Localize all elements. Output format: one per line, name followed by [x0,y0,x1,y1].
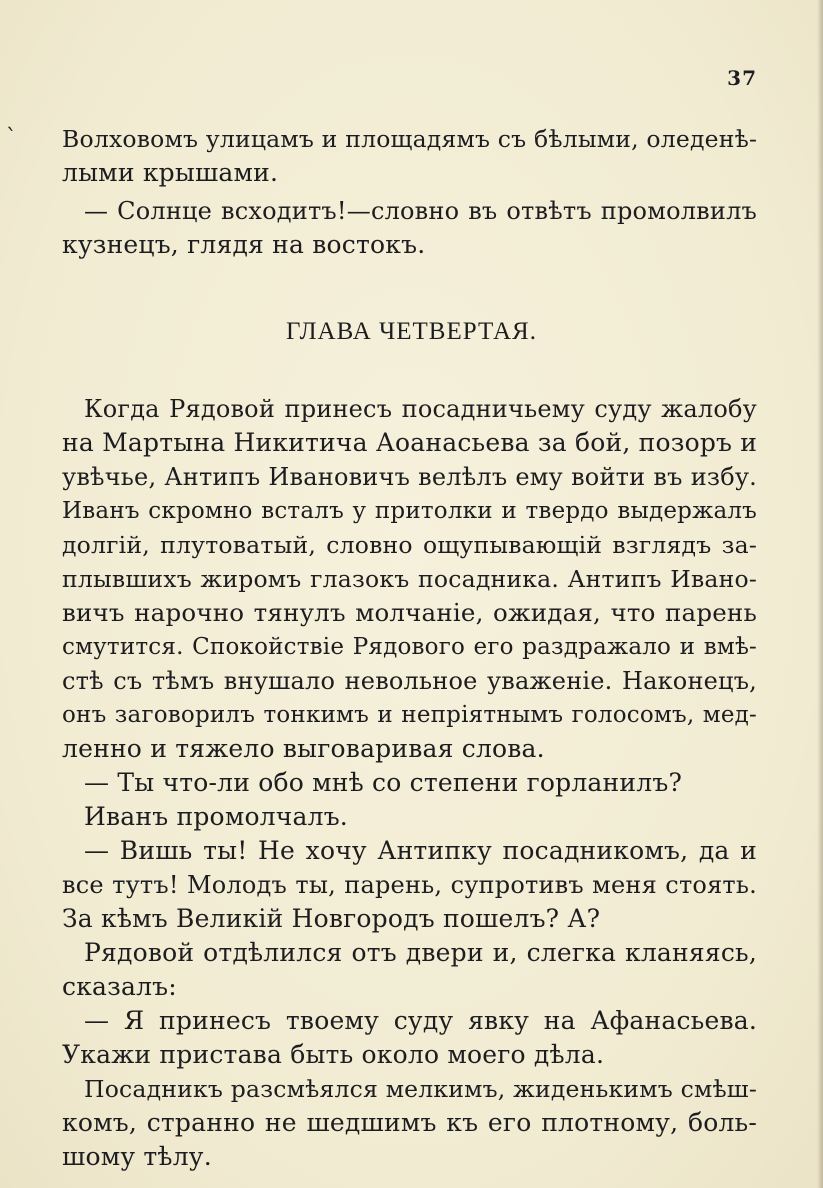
text-line: — Вишь ты! Не хочу Антипку посадникомъ, да и [84,836,757,865]
text-line: все тутъ! Молодъ ты, парень, супротивъ меня стоять. [62,871,757,899]
text-line: долгій, плутоватый, словно ощупывающій взглядъ за- [62,531,757,559]
chapter-heading: ГЛАВА ЧЕТВЕРТАЯ. [286,318,537,345]
page-edge-shadow [817,0,823,1188]
text-line: За кѣмъ Великій Новгородъ пошелъ? А? [62,904,601,933]
text-line: — Ты что-ли обо мнѣ со степени горланилъ? [84,768,683,797]
text-line: Волховомъ улицамъ и площадямъ съ бѣлыми, оледенѣ- [62,125,758,153]
text-line: Укажи пристава быть около моего дѣла. [62,1040,605,1069]
text-line: — Солнце всходитъ!—словно въ отвѣтъ промолвилъ [84,197,757,225]
text-line: Иванъ промолчалъ. [84,802,348,831]
text-line: Посадникъ разсмѣялся мелкимъ, жиденькимъ смѣш- [84,1075,757,1103]
text-line: плывшихъ жиромъ глазокъ посадника. Антипъ Ивано- [62,565,757,593]
text-line: лыми крышами. [62,158,279,187]
text-line: онъ заговорилъ тонкимъ и непріятнымъ голосомъ, мед- [62,702,757,728]
text-line: стѣ съ тѣмъ внушало невольное уваженіе. Наконецъ, [62,667,757,695]
text-line: вичъ нарочно тянулъ молчаніе, ожидая, что парень [62,598,757,627]
text-line: шому тѣлу. [62,1142,212,1171]
page-number: 37 [727,66,757,90]
text-line: — Я принесъ твоему суду явку на Афанасьева. [84,1006,757,1035]
text-line: смутится. Спокойствіе Рядового его раздражало и вмѣ- [62,634,757,660]
text-line: сказалъ: [62,972,177,1001]
text-line: комъ, странно не шедшимъ къ его плотному, боль- [62,1108,757,1137]
text-line: Рядовой отдѣлился отъ двери и, слегка кланяясь, [84,938,757,967]
text-line: увѣчье, Антипъ Ивановичъ велѣлъ ему войти въ избу. [62,463,757,491]
text-line: Иванъ скромно всталъ у притолки и твердо выдержалъ [62,498,757,524]
text-line: на Мартына Никитича Аоанасьева за бой, позоръ и [62,428,758,457]
ink-speck: ˋ [6,126,17,151]
text-line: Когда Рядовой принесъ посадничьему суду жалобу [84,395,757,423]
text-line: кузнецъ, глядя на востокъ. [62,230,426,259]
text-line: ленно и тяжело выговаривая слова. [62,734,545,763]
